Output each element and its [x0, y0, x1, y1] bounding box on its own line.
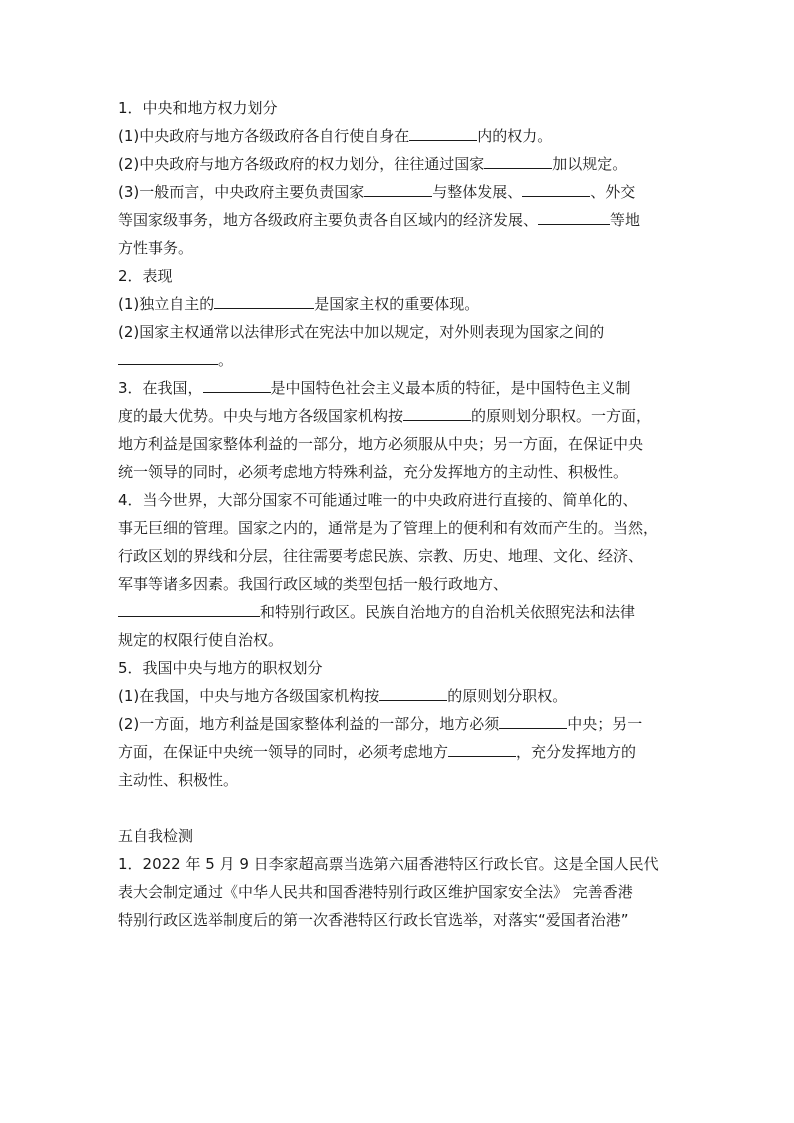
text-line: 主动性、积极性。 [118, 771, 239, 789]
section-title: 五自我检测 [118, 827, 194, 845]
text-line: 等国家级事务，地方各级政府主要负责各自区域内的经济发展、 等地 [118, 206, 678, 234]
text-line: (2)国家主权通常以法律形式在宪法中加以规定，对外则表现为国家之间的 [118, 323, 605, 341]
blank-12[interactable] [499, 711, 567, 729]
text-line: (2)中央政府与地方各级政府的权力划分，往往通过国家 加以规定。 [118, 150, 678, 178]
text-line: (3)一般而言，中央政府主要负责国家 与整体发展、 、外交 [118, 178, 678, 206]
document-body [118, 94, 678, 934]
text-line: 行政区划的界线和分层，往往需要考虑民族、宗教、历史、地理、文化、经济、 [118, 547, 644, 565]
text-line: 。 [118, 346, 678, 374]
blank-2[interactable] [484, 151, 552, 169]
text-line: 度的最大优势。中央与地方各级国家机构按 的原则划分职权。一方面， [118, 402, 678, 430]
text-line: (1)中央政府与地方各级政府各自行使自身在 内的权力。 [118, 122, 678, 150]
text-line: 和特别行政区。民族自治地方的自治机关依照宪法和法律 [118, 598, 678, 626]
text-line: (2)一方面，地方利益是国家整体利益的一部分，地方必须 中央；另一 [118, 710, 678, 738]
heading-2: 2．表现 [118, 267, 173, 285]
text-line: 方面，在保证中央统一领导的同时，必须考虑地方 ，充分发挥地方的 [118, 738, 678, 766]
blank-8[interactable] [203, 375, 271, 393]
heading-1: 1．中央和地方权力划分 [118, 99, 278, 117]
text-line: 表大会制定通过《中华人民共和国香港特别行政区维护国家安全法》 完善香港 [118, 883, 633, 901]
text-line: 军事等诸多因素。我国行政区域的类型包括一般行政地方、 [118, 575, 509, 593]
text-line: 4．当今世界，大部分国家不可能通过唯一的中央政府进行直接的、简单化的、 [118, 491, 638, 509]
blank-1[interactable] [409, 123, 477, 141]
blank-5[interactable] [538, 207, 610, 225]
text-line: 方性事务。 [118, 239, 194, 257]
heading-5: 5．我国中央与地方的职权划分 [118, 659, 323, 677]
blank-10[interactable] [118, 599, 260, 617]
text-line: 特别行政区选举制度后的第一次香港特区行政长官选举，对落实“爱国者治港” [118, 911, 629, 929]
text-line: (1)在我国，中央与地方各级国家机构按 的原则划分职权。 [118, 682, 678, 710]
text-line: 3．在我国， 是中国特色社会主义最本质的特征，是中国特色主义制 [118, 374, 678, 402]
text-line: 统一领导的同时，必须考虑地方特殊利益，充分发挥地方的主动性、积极性。 [118, 463, 629, 481]
blank-13[interactable] [448, 739, 516, 757]
text-line: 1．2022 年 5 月 9 日李家超高票当选第六届香港特区行政长官。这是全国人民代 [118, 855, 659, 873]
blank-3[interactable] [364, 179, 432, 197]
paragraph-gap [118, 794, 678, 822]
text-line: 地方利益是国家整体利益的一部分，地方必须服从中央；另一方面，在保证中央 [118, 435, 644, 453]
blank-7[interactable] [118, 347, 218, 365]
text-line: 事无巨细的管理。国家之内的，通常是为了管理上的便利和有效而产生的。当然， [118, 519, 659, 537]
text-line: 规定的权限行使自治权。 [118, 631, 284, 649]
text-line: (1)独立自主的 是国家主权的重要体现。 [118, 290, 678, 318]
blank-9[interactable] [403, 403, 471, 421]
blank-11[interactable] [379, 683, 447, 701]
blank-6[interactable] [214, 291, 314, 309]
blank-4[interactable] [522, 179, 590, 197]
